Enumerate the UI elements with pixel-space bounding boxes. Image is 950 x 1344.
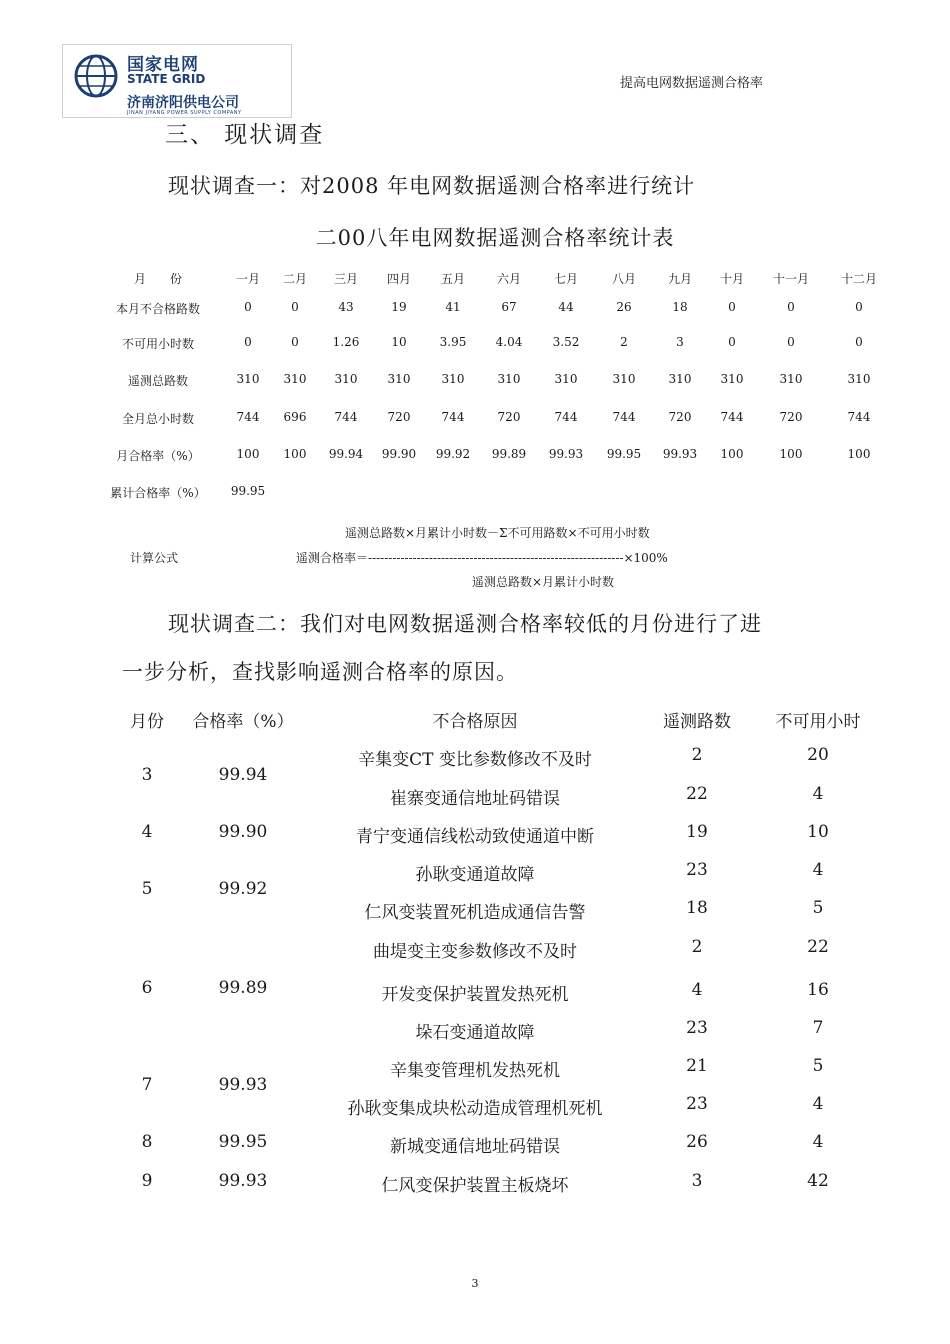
logo-company-en: JINAN JIYANG POWER SUPPLY COMPANY [127, 110, 242, 116]
table-header: 不可用小时 [775, 712, 861, 732]
table-cell: 44 [558, 300, 574, 314]
month-header: 四月 [386, 272, 411, 286]
hours-cell: 42 [807, 1171, 829, 1191]
table-cell: 67 [501, 300, 517, 314]
month-header: 七月 [553, 272, 578, 286]
table-cell: 99.93 [662, 447, 698, 461]
survey1-heading: 现状调查一：对2008 年电网数据遥测合格率进行统计 [168, 174, 696, 198]
reason-cell: 新城变通信地址码错误 [390, 1137, 560, 1157]
month-header: 九月 [667, 272, 692, 286]
row-label: 月合格率（%） [116, 449, 200, 463]
table1-title: 二00八年电网数据遥测合格率统计表 [315, 226, 675, 250]
running-header: 提高电网数据遥测合格率 [620, 76, 764, 91]
month-header: 二月 [282, 272, 307, 286]
rate-cell: 99.93 [218, 1075, 268, 1095]
page-number: 3 [471, 1277, 479, 1290]
row-label: 全月总小时数 [121, 412, 194, 426]
hours-cell: 5 [812, 1056, 824, 1076]
hours-cell: 16 [807, 980, 829, 1000]
table-cell: 99.94 [328, 447, 364, 461]
formula-rhs: ×100% [623, 551, 668, 565]
row-label: 遥测总路数 [127, 374, 188, 388]
table-header: 合格率（%） [192, 712, 294, 732]
table-cell: 1.26 [332, 335, 360, 349]
table-cell: 0 [728, 335, 736, 349]
month-cell: 3 [141, 764, 153, 785]
count-cell: 21 [686, 1056, 708, 1076]
month-header: 八月 [611, 272, 636, 286]
logo-company: 济南济阳供电公司 [127, 95, 239, 111]
table-cell: 43 [338, 300, 354, 314]
table-cell: 99.95 [606, 447, 642, 461]
table-cell: 100 [779, 447, 803, 461]
table-cell: 3 [676, 335, 684, 349]
table-cell: 744 [720, 410, 744, 424]
reason-cell: 孙耿变集成块松动造成管理机死机 [347, 1099, 603, 1119]
reason-cell: 辛集变管理机发热死机 [390, 1061, 560, 1081]
table-cell: 100 [720, 447, 744, 461]
count-cell: 23 [686, 1094, 708, 1114]
table-cell: 0 [291, 335, 299, 349]
reason-cell: 辛集变CT 变比参数修改不及时 [358, 750, 592, 770]
table-cell: 310 [236, 372, 260, 386]
table-cell: 310 [668, 372, 692, 386]
table-cell: 26 [616, 300, 632, 314]
section-title: 三、 现状调查 [165, 122, 325, 148]
table-cell: 100 [847, 447, 871, 461]
table-cell: 744 [334, 410, 358, 424]
table-cell: 744 [441, 410, 465, 424]
table-cell: 744 [554, 410, 578, 424]
reason-cell: 青宁变通信线松动致使通道中断 [356, 827, 594, 847]
hours-cell: 4 [812, 860, 824, 880]
hours-cell: 4 [812, 1132, 824, 1152]
table-cell: 310 [554, 372, 578, 386]
table-cell: 310 [720, 372, 744, 386]
month-header: 十一月 [772, 272, 809, 286]
table-cell: 0 [787, 300, 795, 314]
hours-cell: 4 [812, 784, 824, 804]
month-cell: 7 [141, 1075, 153, 1095]
table-cell: 0 [244, 335, 252, 349]
table-cell: 720 [387, 410, 411, 424]
row-label: 本月不合格路数 [115, 302, 200, 316]
table-cell: 310 [779, 372, 803, 386]
formula-lhs: 遥测合格率＝ [296, 551, 369, 565]
table-cell: 100 [236, 447, 260, 461]
month-header-label: 月 份 [133, 272, 182, 286]
table-cell: 310 [612, 372, 636, 386]
hours-cell: 4 [812, 1094, 824, 1114]
table-cell: 310 [847, 372, 871, 386]
table-cell: 3.95 [439, 335, 467, 349]
table-cell: 744 [236, 410, 260, 424]
count-cell: 4 [691, 980, 703, 1000]
table-cell: 99.93 [548, 447, 584, 461]
table-cell: 310 [283, 372, 307, 386]
state-grid-logo [62, 44, 292, 118]
rate-cell: 99.95 [218, 1132, 268, 1152]
reason-cell: 仁风变保护装置主板烧坏 [381, 1176, 569, 1196]
month-header: 十月 [719, 272, 744, 286]
table-cell: 310 [387, 372, 411, 386]
cumulative-label: 累计合格率（%） [110, 486, 206, 500]
count-cell: 26 [686, 1132, 708, 1152]
month-cell: 4 [141, 822, 153, 842]
table-cell: 310 [497, 372, 521, 386]
table-cell: 18 [672, 300, 688, 314]
reason-cell: 孙耿变通道故障 [415, 865, 535, 885]
reason-cell: 崔寨变通信地址码错误 [390, 789, 560, 809]
rate-cell: 99.94 [218, 764, 268, 785]
table-cell: 100 [283, 447, 307, 461]
cumulative-value: 99.95 [230, 484, 266, 498]
row-label: 不可用小时数 [121, 337, 194, 351]
table-cell: 310 [334, 372, 358, 386]
table-header: 不合格原因 [432, 712, 518, 732]
table-cell: 3.52 [552, 335, 580, 349]
rate-cell: 99.90 [218, 822, 268, 842]
month-cell: 6 [141, 977, 153, 998]
hours-cell: 22 [807, 937, 829, 957]
table-cell: 696 [283, 410, 307, 424]
count-cell: 2 [691, 937, 703, 957]
table-cell: 4.04 [495, 335, 523, 349]
table-cell: 744 [847, 410, 871, 424]
table-cell: 310 [441, 372, 465, 386]
formula-denominator: 遥测总路数×月累计小时数 [472, 575, 615, 589]
table-cell: 720 [497, 410, 521, 424]
table-cell: 99.92 [435, 447, 471, 461]
table-cell: 0 [728, 300, 736, 314]
month-header: 一月 [235, 272, 260, 286]
count-cell: 19 [686, 822, 708, 842]
month-header: 五月 [440, 272, 465, 286]
table-header: 遥测路数 [663, 712, 731, 732]
rate-cell: 99.92 [218, 879, 268, 899]
reason-cell: 曲堤变主变参数修改不及时 [373, 942, 577, 962]
count-cell: 22 [686, 784, 708, 804]
table-cell: 744 [612, 410, 636, 424]
table-cell: 99.90 [381, 447, 417, 461]
logo-en: STATE GRID [127, 72, 206, 86]
reason-cell: 垛石变通道故障 [415, 1023, 535, 1043]
month-cell: 9 [141, 1171, 153, 1191]
table-cell: 720 [668, 410, 692, 424]
rate-cell: 99.93 [218, 1171, 268, 1191]
table-cell: 720 [779, 410, 803, 424]
month-header: 三月 [333, 272, 358, 286]
survey2-line2: 一步分析，查找影响遥测合格率的原因。 [122, 660, 518, 684]
hours-cell: 10 [807, 822, 829, 842]
table-cell: 0 [855, 335, 863, 349]
month-header: 十二月 [840, 272, 877, 286]
formula-line [296, 549, 668, 566]
count-cell: 2 [691, 745, 703, 765]
reason-cell: 开发变保护装置发热死机 [381, 985, 569, 1005]
table-cell: 2 [620, 335, 628, 349]
formula-dashes: --------------------------------------------------------------- [368, 551, 624, 565]
count-cell: 18 [686, 898, 708, 918]
rate-cell: 99.89 [218, 977, 268, 998]
logo-cn: 国家电网 [127, 55, 199, 75]
count-cell: 23 [686, 860, 708, 880]
hours-cell: 5 [812, 898, 824, 918]
count-cell: 23 [686, 1018, 708, 1038]
month-cell: 5 [141, 879, 153, 899]
table-cell: 0 [855, 300, 863, 314]
hours-cell: 7 [812, 1018, 824, 1038]
hours-cell: 20 [807, 745, 829, 765]
formula-label: 计算公式 [130, 551, 179, 565]
table-cell: 99.89 [491, 447, 527, 461]
globe-icon [71, 51, 121, 101]
formula-numerator: 遥测总路数×月累计小时数－Σ不可用路数×不可用小时数 [345, 526, 650, 540]
month-header: 六月 [496, 272, 521, 286]
table-cell: 10 [391, 335, 407, 349]
survey2-line1: 现状调查二：我们对电网数据遥测合格率较低的月份进行了进 [168, 612, 762, 636]
table-cell: 41 [445, 300, 461, 314]
table-header: 月份 [130, 712, 164, 732]
table-cell: 0 [291, 300, 299, 314]
count-cell: 3 [691, 1171, 703, 1191]
table-cell: 0 [244, 300, 252, 314]
table-cell: 0 [787, 335, 795, 349]
month-cell: 8 [141, 1132, 153, 1152]
table-cell: 19 [391, 300, 407, 314]
reason-cell: 仁风变装置死机造成通信告警 [364, 903, 586, 923]
